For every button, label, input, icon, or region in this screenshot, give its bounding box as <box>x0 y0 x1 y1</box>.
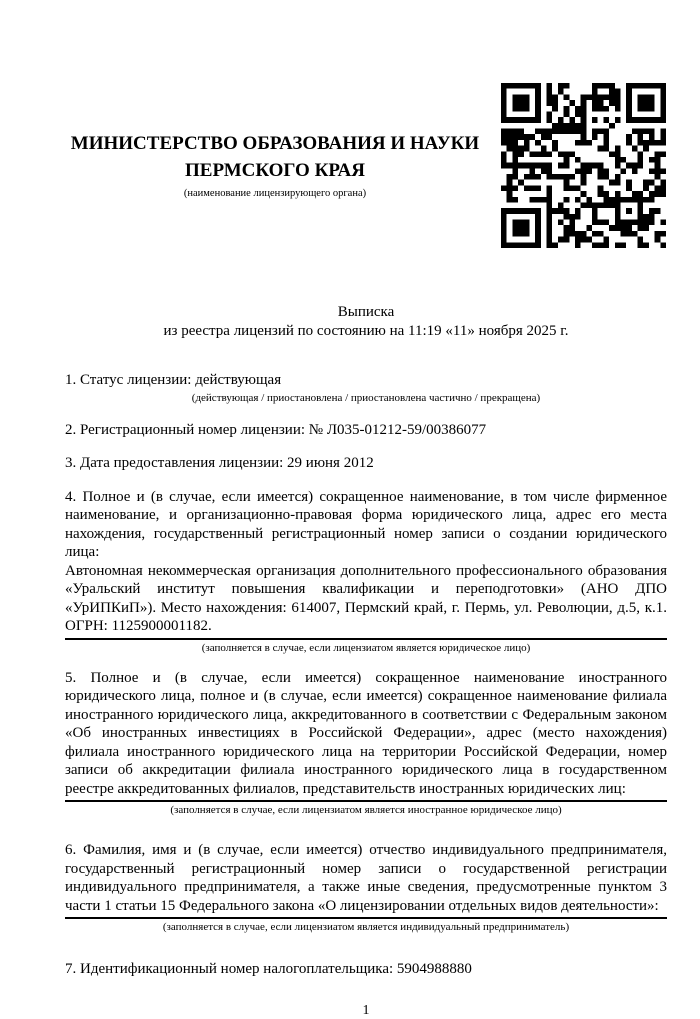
legal-entity-rule <box>65 638 667 640</box>
taxpayer-id-item <box>65 960 667 979</box>
document-subtitle: из реестра лицензий по состоянию на 11:19 «11» ноября 2025 г. <box>163 323 569 339</box>
legal-entity-item <box>65 488 667 655</box>
ministry-name-line-2: ПЕРМСКОГО КРАЯ <box>185 160 365 181</box>
entrepreneur-caption: (заполняется в случае, если лицензиатом является индивидуальный предприниматель) <box>162 921 570 933</box>
license-status-text: 1. Статус лицензии: действующая <box>65 372 282 388</box>
ministry-header <box>65 130 485 200</box>
licensing-authority-caption: (наименование лицензирующего органа) <box>183 188 367 199</box>
entrepreneur-item <box>65 841 667 934</box>
legal-entity-text: 4. Полное и (в случае, если имеется) сокращенное наименование, в том числе фирменное наименование, и организационно-правовая форма юридического лица, адрес его места нахождения, государственный регистрационный номер записи о создании юридического лица: <box>65 488 667 560</box>
license-number-item <box>65 421 667 440</box>
entrepreneur-rule <box>65 917 667 919</box>
legal-entity-caption: (заполняется в случае, если лицензиатом является юридическое лицо) <box>201 641 531 654</box>
license-date-item <box>65 454 667 473</box>
foreign-entity-caption: (заполняется в случае, если лицензиатом является иностранное юридическое лицо) <box>170 804 562 816</box>
document-title <box>65 303 667 341</box>
foreign-entity-rule <box>65 800 667 802</box>
taxpayer-id-text: 7. Идентификационный номер налогоплательщика: 5904988880 <box>65 961 472 977</box>
document-title-line: Выписка <box>337 304 395 320</box>
ministry-name <box>65 130 485 184</box>
license-status-item <box>65 371 667 405</box>
entrepreneur-text: 6. Фамилия, имя и (в случае, если имеется) отчество индивидуального предпринимателя, государственный регистрационный номер записи о государственной регистрации индивидуального предпринимателя, а также иные сведения, предусмотренные пунктом 3 части 1 статьи 15 Федерального закона «О лицензировании отдельных видов деятельности»: <box>65 842 667 914</box>
page-number: 1 <box>362 1002 370 1018</box>
foreign-entity-item <box>65 669 667 818</box>
qr-code-icon <box>501 83 666 248</box>
license-number-text: 2. Регистрационный номер лицензии: № Л035-01212-59/00386077 <box>65 421 487 438</box>
license-date-text: 3. Дата предоставления лицензии: 29 июня 2012 <box>65 455 374 471</box>
legal-entity-value: Автономная некоммерческая организация дополнительного профессионального образования «Уральский институт повышения квалификации и переподготовки» (АНО ДПО «УрИПКиП»). Место нахождения: 614007, Пермский край, г. Пермь, ул. Революции, д.5, к.1. ОГРН: 1125900001182. <box>65 562 667 634</box>
ministry-name-line-1: МИНИСТЕРСТВО ОБРАЗОВАНИЯ И НАУКИ <box>70 133 480 154</box>
foreign-entity-text: 5. Полное и (в случае, если имеется) сокращенное наименование иностранного юридического лица, полное и (в случае, если имеется) сокращенное наименование филиала иностранного юридического лица, аккредитованного в соответствии с Федеральным законом «Об иностранных инвестициях в Российской Федерации», адрес (место нахождения) филиала иностранного юридического лица на территории Российской Федерации, номер записи об аккредитации филиала иностранного юридического лица в государственном реестре аккредитованных филиалов, представительств иностранных юридических лиц: <box>65 669 667 797</box>
license-status-options-caption: (действующая / приостановлена / приостановлена частично / прекращена) <box>191 391 541 404</box>
